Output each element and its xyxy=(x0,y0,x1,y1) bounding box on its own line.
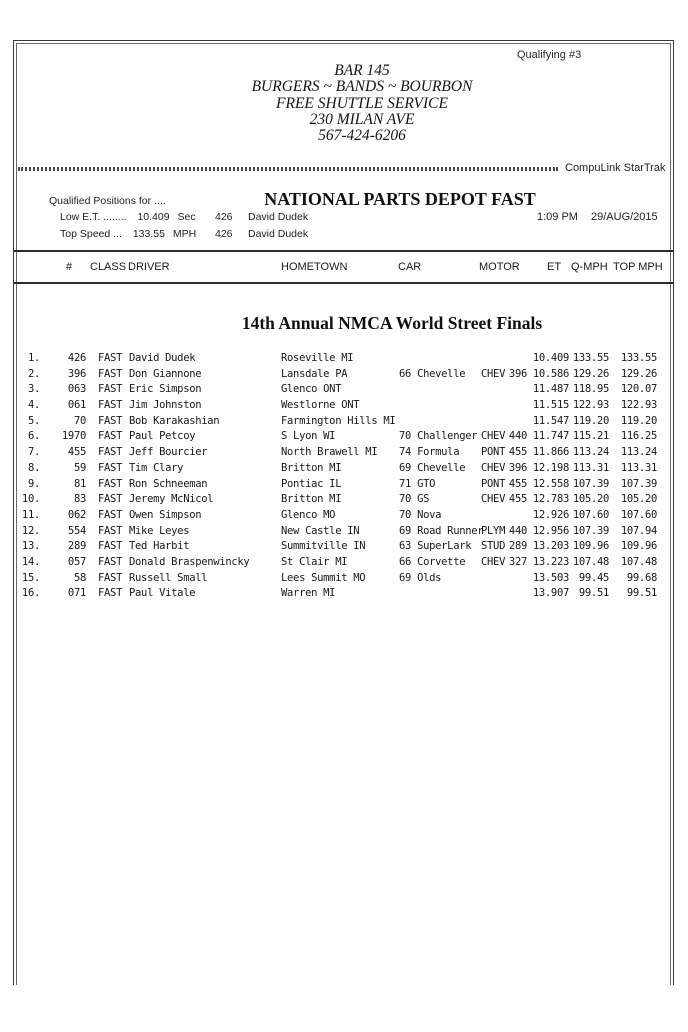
cell-topmph: 107.94 xyxy=(620,524,657,537)
cell-position: 15. xyxy=(21,571,40,584)
cell-qmph: 107.39 xyxy=(572,524,609,537)
cell-class: FAST xyxy=(98,555,123,568)
cell-class: FAST xyxy=(98,383,123,396)
cell-et: 10.409 xyxy=(532,352,569,364)
cell-class: FAST xyxy=(98,524,123,537)
table-row xyxy=(0,368,688,384)
cell-car-number: 057 xyxy=(67,555,86,568)
cell-hometown: Westlorne ONT xyxy=(281,399,360,412)
print-date: 29/AUG/2015 xyxy=(591,211,658,223)
cell-et: 11.547 xyxy=(532,414,569,427)
results-table xyxy=(0,352,688,603)
cell-car: 70 Nova xyxy=(399,508,442,521)
cell-car: 74 Formula xyxy=(399,446,460,459)
cell-position: 14. xyxy=(21,555,40,568)
cell-et: 11.487 xyxy=(532,383,569,396)
table-row xyxy=(0,430,688,446)
cell-qmph: 133.55 xyxy=(572,352,609,364)
cell-topmph: 107.60 xyxy=(620,508,657,521)
cell-driver: Don Giannone xyxy=(129,367,202,380)
cell-car: 71 GTO xyxy=(399,477,436,490)
cell-hometown: Britton MI xyxy=(281,461,342,474)
cell-et: 13.223 xyxy=(532,555,569,568)
cell-car: 63 SuperLark xyxy=(399,540,472,553)
cell-position: 2. xyxy=(27,367,40,380)
table-row xyxy=(0,556,688,572)
cell-position: 3. xyxy=(27,383,40,396)
cell-topmph: 129.26 xyxy=(620,367,657,380)
cell-driver: Bob Karakashian xyxy=(129,414,220,427)
cell-et: 13.203 xyxy=(532,540,569,553)
cell-driver: Jeremy McNicol xyxy=(129,493,214,506)
cell-topmph: 122.93 xyxy=(620,399,657,412)
qualified-positions-label: Qualified Positions for .... xyxy=(49,195,166,207)
cell-qmph: 107.48 xyxy=(572,555,609,568)
cell-position: 8. xyxy=(27,461,40,474)
venue-tagline: BURGERS ~ BANDS ~ BOURBON xyxy=(251,78,473,96)
venue-service: FREE SHUTTLE SERVICE xyxy=(276,94,448,112)
cell-position: 5. xyxy=(27,414,40,427)
cell-car-number: 554 xyxy=(67,524,86,537)
cell-driver: Donald Braspenwincky xyxy=(129,555,250,568)
cell-car: 69 Road Runner xyxy=(399,524,484,537)
cell-motor-make: CHEV xyxy=(481,430,506,443)
cell-position: 12. xyxy=(21,524,40,537)
cell-class: FAST xyxy=(98,399,123,412)
table-row xyxy=(0,462,688,478)
cell-driver: Ron Schneeman xyxy=(129,477,208,490)
dotted-separator xyxy=(18,167,558,171)
cell-position: 7. xyxy=(27,446,40,459)
venue-phone: 567-424-6206 xyxy=(318,127,406,145)
cell-et: 12.926 xyxy=(532,508,569,521)
cell-qmph: 99.51 xyxy=(578,587,609,600)
cell-class: FAST xyxy=(98,352,123,364)
cell-driver: Paul Petcoy xyxy=(129,430,196,443)
cell-et: 11.866 xyxy=(532,446,569,459)
cell-driver: Russell Small xyxy=(129,571,208,584)
cell-car-number: 396 xyxy=(67,367,86,380)
cell-car-number: 071 xyxy=(67,587,86,600)
cell-qmph: 115.21 xyxy=(572,430,609,443)
cell-driver: Paul Vitale xyxy=(129,587,196,600)
cell-position: 10. xyxy=(21,493,40,506)
cell-et: 13.907 xyxy=(532,587,569,600)
table-row xyxy=(0,572,688,588)
table-row xyxy=(0,509,688,525)
cell-hometown: Glenco ONT xyxy=(281,383,342,396)
low-et-label: Low E.T. ........ xyxy=(60,211,127,223)
cell-position: 6. xyxy=(27,430,40,443)
cell-motor-make: STUD xyxy=(481,540,506,553)
cell-car: 69 Chevelle xyxy=(399,461,466,474)
column-header-et: ET xyxy=(547,261,562,273)
event-title: 14th Annual NMCA World Street Finals xyxy=(241,313,543,333)
cell-car-number: 061 xyxy=(67,399,86,412)
cell-class: FAST xyxy=(98,414,123,427)
cell-car: 70 Challenger xyxy=(399,430,478,443)
cell-motor-size: 327 xyxy=(508,555,527,568)
cell-hometown: Glenco MO xyxy=(281,508,336,521)
cell-car-number: 289 xyxy=(67,540,86,553)
cell-topmph: 109.96 xyxy=(620,540,657,553)
table-row xyxy=(0,383,688,399)
header-rule-bottom xyxy=(14,282,673,284)
cell-car-number: 83 xyxy=(73,493,86,506)
cell-position: 4. xyxy=(27,399,40,412)
cell-car: 66 Chevelle xyxy=(399,367,466,380)
cell-qmph: 118.95 xyxy=(572,383,609,396)
column-header-class: CLASS xyxy=(90,261,127,273)
cell-car-number: 58 xyxy=(73,571,86,584)
cell-motor-make: PLYM xyxy=(481,524,506,537)
cell-motor-size: 440 xyxy=(508,430,527,443)
table-row xyxy=(0,493,688,509)
cell-topmph: 120.07 xyxy=(620,383,657,396)
header-rule-top xyxy=(14,250,673,252)
cell-hometown: Britton MI xyxy=(281,493,342,506)
cell-hometown: Lansdale PA xyxy=(281,367,348,380)
cell-class: FAST xyxy=(98,477,123,490)
cell-position: 1. xyxy=(27,352,40,364)
cell-car-number: 59 xyxy=(73,461,86,474)
cell-driver: Ted Harbit xyxy=(129,540,190,553)
cell-topmph: 105.20 xyxy=(620,493,657,506)
cell-class: FAST xyxy=(98,461,123,474)
top-speed-value: 133.55 xyxy=(132,228,165,240)
cell-car-number: 426 xyxy=(67,352,86,364)
cell-qmph: 109.96 xyxy=(572,540,609,553)
cell-motor-make: PONT xyxy=(481,477,506,490)
cell-motor-make: CHEV xyxy=(481,367,506,380)
cell-qmph: 113.24 xyxy=(572,446,609,459)
cell-position: 9. xyxy=(27,477,40,490)
table-row xyxy=(0,415,688,431)
cell-motor-size: 289 xyxy=(508,540,527,553)
cell-et: 10.586 xyxy=(532,367,569,380)
cell-topmph: 113.24 xyxy=(620,446,657,459)
cell-topmph: 113.31 xyxy=(620,461,657,474)
table-row xyxy=(0,352,688,368)
cell-hometown: New Castle IN xyxy=(281,524,360,537)
cell-car-number: 062 xyxy=(67,508,86,521)
print-time: 1:09 PM xyxy=(537,211,578,223)
top-speed-driver: David Dudek xyxy=(248,228,309,240)
cell-car-number: 063 xyxy=(67,383,86,396)
cell-class: FAST xyxy=(98,367,123,380)
low-et-value: 10.409 xyxy=(137,211,170,223)
cell-topmph: 116.25 xyxy=(620,430,657,443)
cell-hometown: Farmington Hills MI xyxy=(281,414,396,427)
cell-topmph: 107.48 xyxy=(620,555,657,568)
cell-topmph: 99.51 xyxy=(626,587,657,600)
cell-position: 16. xyxy=(21,587,40,600)
cell-driver: Mike Leyes xyxy=(129,524,190,537)
qualifying-round-label: Qualifying #3 xyxy=(517,49,582,61)
cell-et: 12.198 xyxy=(532,461,569,474)
cell-motor-size: 455 xyxy=(508,446,527,459)
cell-qmph: 99.45 xyxy=(578,571,609,584)
cell-et: 12.956 xyxy=(532,524,569,537)
cell-qmph: 129.26 xyxy=(572,367,609,380)
cell-class: FAST xyxy=(98,587,123,600)
venue-address: 230 MILAN AVE xyxy=(309,110,415,128)
table-row xyxy=(0,399,688,415)
cell-class: FAST xyxy=(98,571,123,584)
cell-driver: Jim Johnston xyxy=(129,399,202,412)
cell-qmph: 105.20 xyxy=(572,493,609,506)
cell-class: FAST xyxy=(98,508,123,521)
low-et-unit: Sec xyxy=(177,211,196,223)
column-header-topmph: TOP MPH xyxy=(613,261,663,273)
cell-position: 13. xyxy=(21,540,40,553)
cell-qmph: 113.31 xyxy=(572,461,609,474)
cell-class: FAST xyxy=(98,446,123,459)
cell-hometown: Roseville MI xyxy=(281,352,354,364)
table-header-row xyxy=(0,261,688,275)
table-row xyxy=(0,587,688,603)
cell-car-number: 1970 xyxy=(61,430,86,443)
cell-driver: Tim Clary xyxy=(129,461,184,474)
cell-car: 70 GS xyxy=(399,493,430,506)
cell-et: 12.558 xyxy=(532,477,569,490)
cell-et: 12.783 xyxy=(532,493,569,506)
venue-name: BAR 145 xyxy=(334,62,390,79)
cell-topmph: 133.55 xyxy=(620,352,657,364)
cell-qmph: 122.93 xyxy=(572,399,609,412)
cell-topmph: 99.68 xyxy=(626,571,657,584)
cell-hometown: North Brawell MI xyxy=(281,446,378,459)
cell-qmph: 107.60 xyxy=(572,508,609,521)
cell-hometown: Lees Summit MO xyxy=(281,571,366,584)
cell-topmph: 107.39 xyxy=(620,477,657,490)
venue-header xyxy=(252,63,473,144)
cell-driver: Eric Simpson xyxy=(129,383,202,396)
cell-motor-size: 440 xyxy=(508,524,527,537)
low-et-line xyxy=(60,211,196,223)
cell-motor-make: PONT xyxy=(481,446,506,459)
table-row xyxy=(0,540,688,556)
cell-hometown: Pontiac IL xyxy=(281,477,342,490)
cell-topmph: 119.20 xyxy=(620,414,657,427)
cell-class: FAST xyxy=(98,430,123,443)
cell-qmph: 119.20 xyxy=(572,414,609,427)
cell-motor-size: 455 xyxy=(508,493,527,506)
top-speed-label: Top Speed ... xyxy=(60,228,122,240)
column-header-hometown: HOMETOWN xyxy=(281,261,348,273)
cell-driver: David Dudek xyxy=(129,352,196,364)
cell-motor-size: 396 xyxy=(508,461,527,474)
cell-driver: Owen Simpson xyxy=(129,508,202,521)
column-header-motor: MOTOR xyxy=(479,261,520,273)
timing-system-label: CompuLink StarTrak xyxy=(565,162,666,174)
cell-hometown: St Clair MI xyxy=(281,555,348,568)
cell-motor-size: 455 xyxy=(508,477,527,490)
cell-hometown: Warren MI xyxy=(281,587,336,600)
top-speed-unit: MPH xyxy=(172,228,197,240)
column-header-qmph: Q-MPH xyxy=(571,261,608,273)
cell-et: 11.747 xyxy=(532,430,569,443)
cell-car-number: 70 xyxy=(73,414,86,427)
cell-motor-make: CHEV xyxy=(481,461,506,474)
cell-car: 69 Olds xyxy=(399,571,442,584)
cell-et: 11.515 xyxy=(532,399,569,412)
cell-class: FAST xyxy=(98,540,123,553)
cell-hometown: S Lyon WI xyxy=(281,430,336,443)
cell-et: 13.503 xyxy=(532,571,569,584)
cell-motor-make: CHEV xyxy=(481,555,506,568)
cell-driver: Jeff Bourcier xyxy=(129,446,208,459)
cell-class: FAST xyxy=(98,493,123,506)
column-header-car: CAR xyxy=(398,261,422,273)
cell-motor-make: CHEV xyxy=(481,493,506,506)
low-et-driver: David Dudek xyxy=(248,211,309,223)
cell-qmph: 107.39 xyxy=(572,477,609,490)
table-row xyxy=(0,446,688,462)
cell-car-number: 455 xyxy=(67,446,86,459)
cell-position: 11. xyxy=(21,508,40,521)
top-speed-line xyxy=(60,228,196,240)
low-et-car-number: 426 xyxy=(215,211,233,223)
cell-car-number: 81 xyxy=(73,477,86,490)
cell-motor-size: 396 xyxy=(508,367,527,380)
table-row xyxy=(0,525,688,541)
table-row xyxy=(0,478,688,494)
cell-car: 66 Corvette xyxy=(399,555,466,568)
category-title: NATIONAL PARTS DEPOT FAST xyxy=(264,189,536,209)
column-header-number: # xyxy=(66,261,73,273)
cell-hometown: Summitville IN xyxy=(281,540,366,553)
top-speed-car-number: 426 xyxy=(215,228,233,240)
column-header-driver: DRIVER xyxy=(128,261,170,273)
